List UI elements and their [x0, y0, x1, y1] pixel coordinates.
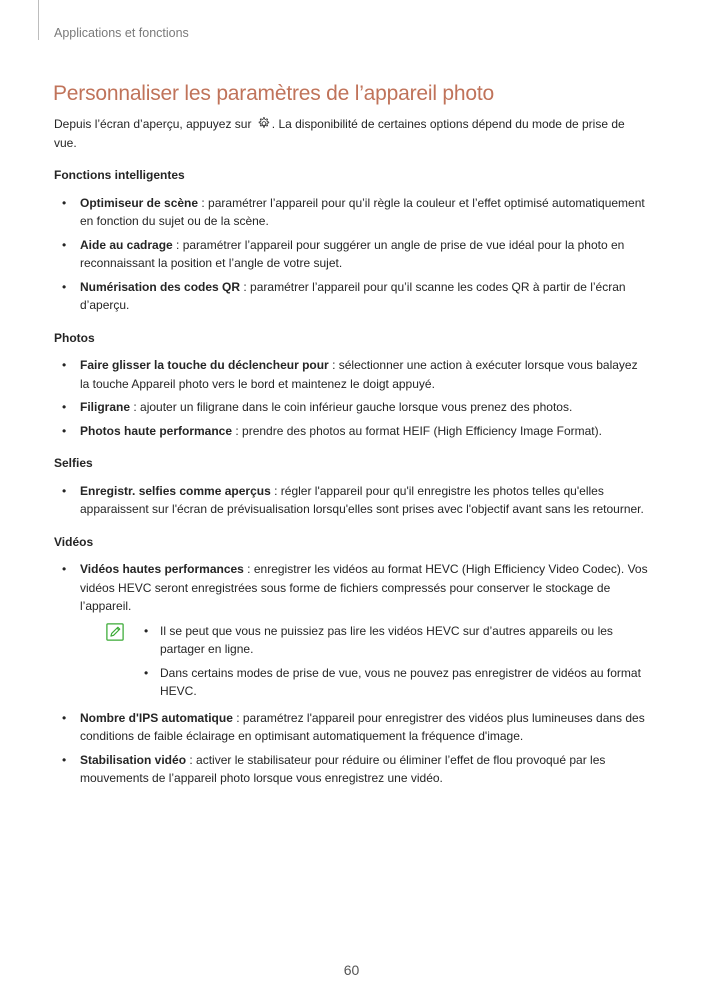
videos-list [54, 560, 650, 788]
page-title: Personnaliser les paramètres de l’appareil photo [53, 82, 494, 105]
list-item [54, 356, 650, 393]
list-item [54, 560, 650, 701]
item-term: Enregistr. selfies comme aperçus [80, 483, 271, 498]
item-text: : régler l'appareil pour qu'il enregistre les photos telles qu'elles apparaissent sur l'écran de prévisualisation lorsqu'elles sont prises avec l'objectif avant sans les retourner. [80, 483, 644, 516]
item-text: : prendre des photos au format HEIF (High Efficiency Image Format). [232, 423, 602, 438]
item-term: Optimiseur de scène [80, 195, 199, 210]
list-item [54, 194, 650, 231]
page-number: 60 [343, 962, 360, 978]
photos-list [54, 356, 650, 440]
item-text: : activer le stabilisateur pour réduire ou éliminer l’effet de flou provoqué par les mouvements de l’appareil photo lorsque vous enregistrez une vidéo. [80, 752, 606, 785]
list-item [54, 422, 650, 441]
item-text: : paramétrer l’appareil pour suggérer un angle de prise de vue idéal pour la photo en reconnaissant la position et l’angle de votre sujet. [80, 237, 625, 270]
list-item [54, 709, 650, 746]
item-term: Aide au cadrage [80, 237, 173, 252]
item-term: Vidéos hautes performances [80, 562, 244, 576]
item-text: : ajouter un filigrane dans le coin inférieur gauche lorsque vous prenez des photos. [130, 400, 573, 414]
list-item [54, 278, 650, 315]
note-box [106, 622, 650, 701]
item-term: Faire glisser la touche du déclencheur pour [80, 358, 329, 372]
list-item [54, 751, 650, 788]
item-term: Filigrane [80, 400, 131, 414]
intro-text-after: . La disponibilité de certaines options dépend du mode de prise de vue. [54, 117, 625, 150]
item-term: Photos haute performance [80, 423, 233, 438]
note-pencil-icon [106, 623, 124, 641]
item-text: : enregistrer les vidéos au format HEVC (High Efficiency Video Codec). Vos vidéos HEVC seront enregistrées sous forme de fichiers compressés pour conserver le stockage de l’appareil. [80, 562, 648, 613]
note-item: • Dans certains modes de prise de vue, vous ne pouvez pas enregistrer de vidéos au format HEVC. [160, 664, 650, 701]
item-text: : paramétrer l’appareil pour qu’il règle la couleur et l’effet optimisé automatiquement en fonction du sujet ou de la scène. [80, 195, 645, 228]
section-heading-smart: Fonctions intelligentes [54, 168, 185, 182]
item-text: : paramétrer l’appareil pour qu’il scanne les codes QR à partir de l’écran d’aperçu. [80, 279, 626, 312]
section-header: Applications et fonctions [54, 26, 189, 40]
section-heading-videos: Vidéos [54, 534, 94, 549]
list-item [54, 482, 650, 519]
margin-rule [38, 0, 39, 40]
item-term: Nombre d'IPS automatique [80, 710, 233, 725]
intro-text-before: Depuis l’écran d’aperçu, appuyez sur [54, 117, 255, 131]
note-list [160, 622, 650, 701]
note-item: • Il se peut que vous ne puissiez pas lire les vidéos HEVC sur d’autres appareils ou les partager en ligne. [160, 622, 650, 659]
intro-paragraph [54, 115, 650, 152]
item-term: Stabilisation vidéo [80, 752, 187, 767]
selfies-list [54, 482, 650, 519]
section-heading-photos: Photos [54, 330, 95, 345]
list-item [54, 236, 650, 273]
smart-functions-list [54, 194, 650, 315]
page-content [54, 115, 650, 793]
section-heading-selfies: Selfies [54, 456, 93, 470]
list-item [54, 398, 650, 417]
item-text: : sélectionner une action à exécuter lorsque vous balayez la touche Appareil photo vers le bord et maintenez le doigt appuyé. [80, 358, 638, 391]
gear-icon [256, 116, 271, 131]
item-text: : paramétrez l'appareil pour enregistrer des vidéos plus lumineuses dans des conditions de faible éclairage en optimisant automatiquement la fréquence d'image. [80, 710, 645, 743]
item-term: Numérisation des codes QR [80, 279, 241, 294]
